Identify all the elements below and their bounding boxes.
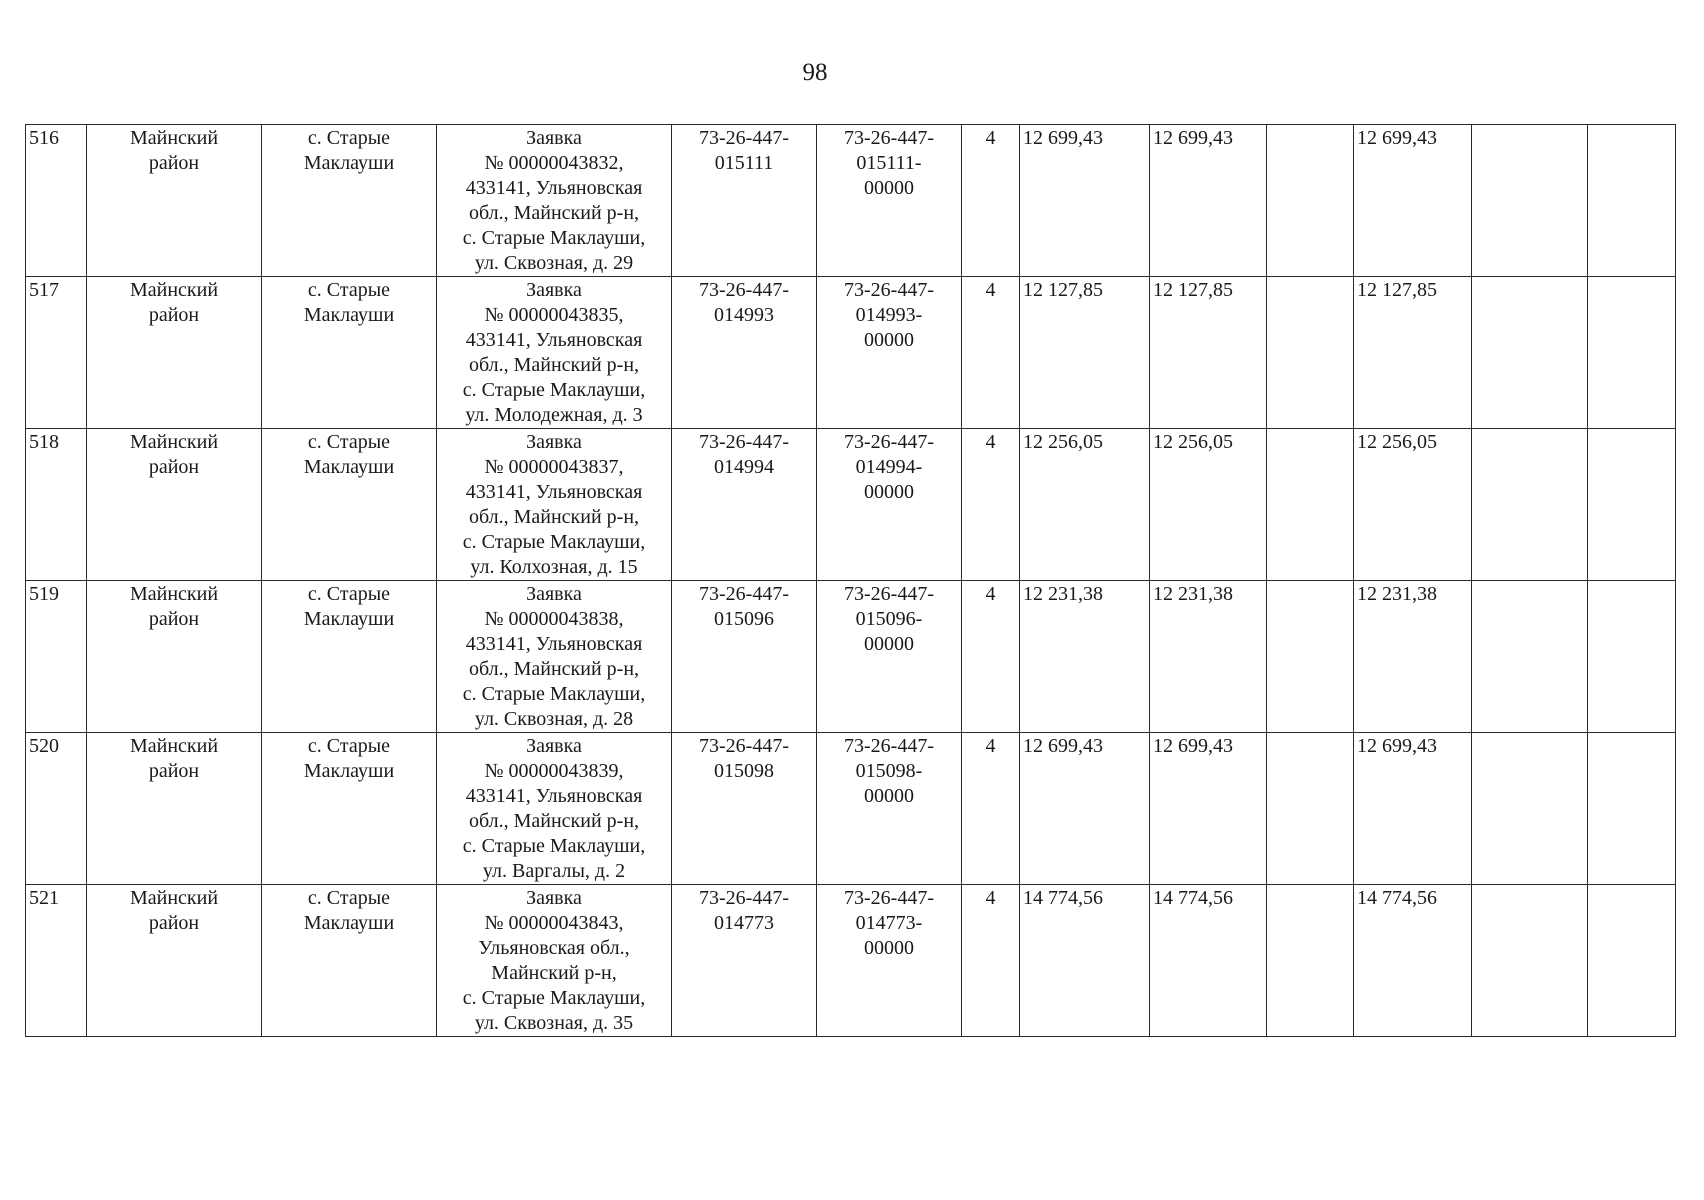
cell-number: 521 [26,885,87,1037]
cell-locality-line: с. Старые [307,279,391,301]
cell-request-line: № 00000043832, [484,152,624,174]
cell-locality [262,277,437,429]
cell-empty-2 [1472,581,1588,733]
cell-full-code-line: 015098- [855,760,923,782]
cell-code-line: 015096 [714,608,774,630]
cell-full-code-line: 014773- [855,912,923,934]
cell-amount-2: 12 699,43 [1150,733,1267,885]
cell-request-line: Заявка [526,431,582,453]
cell-amount-1: 12 699,43 [1020,733,1150,885]
cell-request-line: 433141, Ульяновская [465,785,643,807]
cell-request-line: Заявка [526,583,582,605]
cell-district-line: район [148,456,200,478]
cell-amount-2: 12 256,05 [1150,429,1267,581]
cell-district-line: район [148,152,200,174]
cell-district-line: Майнский [129,127,219,149]
cell-full-code-line: 014994- [855,456,923,478]
cell-empty-3 [1588,277,1676,429]
cell-code [672,125,817,277]
table-row [26,429,1676,581]
cell-empty-2 [1472,885,1588,1037]
cell-request-line: Заявка [526,279,582,301]
cell-amount-1: 12 256,05 [1020,429,1150,581]
cell-amount-2: 14 774,56 [1150,885,1267,1037]
table-row [26,581,1676,733]
cell-code-line: 014993 [714,304,774,326]
cell-request-line: ул. Сквозная, д. 28 [474,708,634,730]
cell-request-line: Ульяновская обл., [478,937,630,959]
cell-full-code [817,885,962,1037]
cell-code-line: 73-26-447- [699,583,789,605]
cell-full-code [817,733,962,885]
cell-full-code-line: 73-26-447- [844,887,934,909]
table-row [26,885,1676,1037]
cell-locality [262,125,437,277]
cell-request [437,581,672,733]
cell-request-line: № 00000043835, [484,304,624,326]
cell-district-line: район [148,608,200,630]
cell-request [437,885,672,1037]
cell-request-line: Заявка [526,127,582,149]
cell-full-code-line: 015111- [856,152,922,174]
cell-request-line: ул. Сквозная, д. 29 [474,252,634,274]
cell-request-line: с. Старые Маклауши, [462,835,646,857]
cell-full-code-line: 015096- [855,608,923,630]
cell-empty-3 [1588,581,1676,733]
cell-quantity: 4 [962,125,1020,277]
cell-empty-2 [1472,125,1588,277]
cell-locality-line: Маклауши [303,608,395,630]
cell-district [87,277,262,429]
cell-locality-line: с. Старые [307,583,391,605]
cell-request-line: 433141, Ульяновская [465,329,643,351]
cell-request-line: Заявка [526,887,582,909]
cell-code-line: 015111 [714,152,774,174]
cell-full-code-line: 014993- [855,304,923,326]
cell-empty-1 [1267,885,1354,1037]
cell-full-code-line: 00000 [864,177,914,199]
cell-amount-3: 12 127,85 [1354,277,1472,429]
cell-full-code-line: 00000 [864,937,914,959]
cell-district [87,429,262,581]
cell-full-code-line: 00000 [864,481,914,503]
cell-request [437,125,672,277]
cell-empty-2 [1472,429,1588,581]
cell-amount-1: 12 127,85 [1020,277,1150,429]
cell-full-code-line: 73-26-447- [844,279,934,301]
cell-full-code [817,429,962,581]
cell-request-line: № 00000043839, [484,760,624,782]
cell-code [672,733,817,885]
cell-amount-2: 12 231,38 [1150,581,1267,733]
cell-number: 516 [26,125,87,277]
table-row [26,125,1676,277]
cell-quantity: 4 [962,733,1020,885]
cell-request-line: с. Старые Маклауши, [462,987,646,1009]
cell-locality [262,581,437,733]
cell-full-code-line: 73-26-447- [844,583,934,605]
cell-district-line: район [148,760,200,782]
registry-body [26,125,1676,1037]
cell-district-line: Майнский [129,279,219,301]
cell-request-line: ул. Сквозная, д. 35 [474,1012,634,1034]
cell-request-line: ул. Варгалы, д. 2 [482,860,626,882]
cell-locality-line: Маклауши [303,760,395,782]
cell-request-line: ул. Колхозная, д. 15 [470,556,638,578]
cell-request [437,277,672,429]
cell-district-line: Майнский [129,735,219,757]
cell-amount-3: 12 699,43 [1354,125,1472,277]
cell-amount-2: 12 699,43 [1150,125,1267,277]
cell-district-line: район [148,912,200,934]
cell-full-code-line: 00000 [864,633,914,655]
cell-number: 520 [26,733,87,885]
cell-request-line: обл., Майнский р-н, [468,506,640,528]
cell-empty-3 [1588,885,1676,1037]
cell-request-line: 433141, Ульяновская [465,633,643,655]
cell-request-line: с. Старые Маклауши, [462,379,646,401]
cell-request-line: обл., Майнский р-н, [468,354,640,376]
cell-number: 517 [26,277,87,429]
cell-locality [262,885,437,1037]
cell-quantity: 4 [962,277,1020,429]
cell-code-line: 73-26-447- [699,431,789,453]
table-row [26,733,1676,885]
cell-request-line: обл., Майнский р-н, [468,810,640,832]
page-number: 98 [802,59,828,86]
cell-code-line: 73-26-447- [699,127,789,149]
cell-quantity: 4 [962,581,1020,733]
cell-code-line: 014994 [714,456,774,478]
cell-full-code-line: 00000 [864,329,914,351]
cell-full-code [817,277,962,429]
cell-empty-3 [1588,429,1676,581]
cell-request-line: обл., Майнский р-н, [468,658,640,680]
cell-full-code [817,125,962,277]
cell-amount-3: 12 231,38 [1354,581,1472,733]
cell-district-line: Майнский [129,887,219,909]
cell-request-line: с. Старые Маклауши, [462,531,646,553]
cell-code [672,429,817,581]
cell-district [87,733,262,885]
cell-number: 519 [26,581,87,733]
cell-request-line: Заявка [526,735,582,757]
cell-empty-2 [1472,733,1588,885]
cell-locality-line: Маклауши [303,912,395,934]
cell-request [437,429,672,581]
cell-locality-line: Маклауши [303,152,395,174]
table-row [26,277,1676,429]
cell-amount-3: 12 699,43 [1354,733,1472,885]
cell-quantity: 4 [962,885,1020,1037]
cell-district-line: Майнский [129,431,219,453]
cell-request-line: № 00000043843, [484,912,624,934]
cell-request-line: № 00000043837, [484,456,624,478]
cell-code [672,581,817,733]
cell-locality-line: Маклауши [303,304,395,326]
cell-empty-3 [1588,733,1676,885]
cell-number: 518 [26,429,87,581]
cell-district [87,581,262,733]
cell-district-line: Майнский [129,583,219,605]
cell-request [437,733,672,885]
cell-amount-1: 14 774,56 [1020,885,1150,1037]
cell-request-line: с. Старые Маклауши, [462,683,646,705]
cell-amount-2: 12 127,85 [1150,277,1267,429]
cell-locality [262,429,437,581]
registry-table [25,124,1676,1037]
cell-district [87,885,262,1037]
cell-request-line: 433141, Ульяновская [465,177,643,199]
cell-code-line: 73-26-447- [699,279,789,301]
cell-amount-3: 14 774,56 [1354,885,1472,1037]
cell-locality-line: Маклауши [303,456,395,478]
cell-amount-3: 12 256,05 [1354,429,1472,581]
cell-quantity: 4 [962,429,1020,581]
cell-locality-line: с. Старые [307,887,391,909]
cell-request-line: 433141, Ульяновская [465,481,643,503]
cell-district [87,125,262,277]
cell-empty-1 [1267,733,1354,885]
cell-locality-line: с. Старые [307,735,391,757]
cell-full-code-line: 73-26-447- [844,431,934,453]
cell-code-line: 014773 [714,912,774,934]
cell-request-line: обл., Майнский р-н, [468,202,640,224]
cell-request-line: № 00000043838, [484,608,624,630]
cell-locality-line: с. Старые [307,431,391,453]
cell-code [672,885,817,1037]
cell-district-line: район [148,304,200,326]
cell-request-line: ул. Молодежная, д. 3 [465,404,643,426]
cell-full-code-line: 73-26-447- [844,735,934,757]
cell-code-line: 015098 [714,760,774,782]
cell-full-code-line: 73-26-447- [844,127,934,149]
cell-full-code-line: 00000 [864,785,914,807]
cell-request-line: с. Старые Маклауши, [462,227,646,249]
cell-amount-1: 12 699,43 [1020,125,1150,277]
cell-code [672,277,817,429]
cell-request-line: Майнский р-н, [491,962,617,984]
cell-empty-2 [1472,277,1588,429]
cell-empty-3 [1588,125,1676,277]
cell-full-code [817,581,962,733]
cell-empty-1 [1267,125,1354,277]
cell-amount-1: 12 231,38 [1020,581,1150,733]
cell-empty-1 [1267,581,1354,733]
cell-locality-line: с. Старые [307,127,391,149]
cell-code-line: 73-26-447- [699,735,789,757]
cell-locality [262,733,437,885]
cell-code-line: 73-26-447- [699,887,789,909]
cell-empty-1 [1267,277,1354,429]
cell-empty-1 [1267,429,1354,581]
